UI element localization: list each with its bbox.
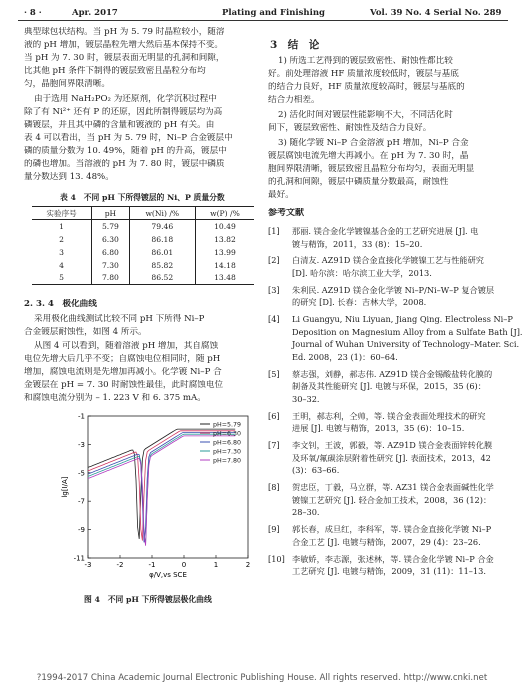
paragraph-line: 的孔洞和间隙，镀层中磷质量分数最高，耐蚀性 — [268, 177, 449, 187]
reference-line: [D]. 哈尔滨：哈尔滨工业大学，2013. — [292, 268, 432, 278]
x-tick-label: 0 — [181, 561, 187, 569]
table-header-cell: 实验序号 — [32, 207, 92, 220]
reference-line: 李文钊，王波，郭毅，等. AZ91D 镁合金表面锌转化膜 — [292, 440, 493, 451]
paragraph-line: 除了有 Ni²⁺ 还有 P 的还原，因此所制得镀层均为高 — [24, 107, 223, 117]
table-row — [32, 272, 254, 285]
reference-line: 及环氧/氟碳涂层附着性研究 [J]. 表面技术，2013，42 — [292, 452, 491, 463]
reference-number: [2] — [268, 255, 280, 266]
legend-entry: pH=5.79 — [213, 421, 242, 429]
reference-number: [6] — [268, 410, 280, 421]
header-rule — [18, 20, 508, 21]
x-tick-label: -3 — [84, 561, 92, 569]
paragraph-line: 采用极化曲线测试比较不同 pH 下所得 Ni–P — [34, 314, 205, 324]
table-header-cell: w(P) /% — [195, 207, 254, 220]
y-tick-label: -7 — [78, 497, 85, 506]
table-row — [32, 246, 254, 259]
paragraph-line: 镀层腐蚀电流先增大再减小。在 pH 为 7. 30 时，晶 — [268, 151, 469, 161]
table-cell: 7.80 — [92, 272, 130, 285]
reference-line: Deposition on Magnesium Alloy from a Sulfate Bath [J]. — [292, 326, 523, 337]
paragraph-line: 的结合力良好，HF 质量浓度较高时，镀层与基底的 — [268, 82, 465, 92]
reference-line: 那丽. 镁合金化学镀镍基合金的工艺研究进展 [J]. 电 — [292, 226, 479, 236]
reference-number: [4] — [268, 314, 280, 325]
x-tick-label: -1 — [148, 561, 156, 569]
table-cell: 13.99 — [195, 246, 254, 259]
paragraph-line: 量分数达到 13. 48%。 — [24, 172, 114, 182]
page-number: · 8 · — [24, 8, 42, 18]
polarization-chart — [60, 410, 255, 588]
legend-entry: pH=6.30 — [213, 430, 242, 438]
table-cell: 7.30 — [92, 259, 130, 272]
reference-line: 的研究 [D]. 长春：吉林大学，2008. — [292, 297, 427, 308]
legend-entry: pH=7.30 — [213, 448, 242, 456]
table-header-cell: pH — [92, 207, 130, 220]
reference-line: 30–32. — [292, 394, 320, 404]
reference-line: 镀与精饰，2011，33 (8)：15–20. — [292, 238, 423, 249]
paragraph-line: 匀，晶胞间界限清晰。 — [24, 79, 110, 89]
table-cell: 5.79 — [92, 220, 130, 233]
paragraph-line: 磷镀层，并且其中磷的含量和镀液的 pH 有关。由 — [24, 120, 215, 130]
reference-line: 镀镍工艺研究 [J]. 轻合金加工技术，2008，36 (12)： — [292, 494, 492, 505]
y-tick-label: -11 — [73, 554, 85, 563]
table-cell: 3 — [59, 247, 64, 257]
issue-date: Apr. 2017 — [72, 8, 118, 18]
reference-line: Li Guangyu, Niu Liyuan, Jiang Qing. Electroless Ni–P — [292, 314, 513, 325]
paragraph-line: 电位先增大后几乎不变；自腐蚀电位相同时，随 pH — [24, 354, 221, 364]
paragraph-line: 从图 4 可以看到，随着溶液 pH 增加，其自腐蚀 — [34, 341, 219, 351]
table-row — [32, 233, 254, 246]
paragraph-line: 金镀层在 pH = 7. 30 时耐蚀性最佳，此时腐蚀电位 — [24, 380, 224, 390]
reference-number: [1] — [268, 226, 280, 236]
table-cell: 1 — [59, 221, 64, 231]
table-cell: 13.82 — [195, 233, 254, 246]
paragraph-line: 3) 随化学镀 Ni–P 合金溶液 pH 增加，Ni–P 合金 — [278, 138, 469, 148]
figure-caption: 图 4 不同 pH 下所得镀层极化曲线 — [84, 595, 212, 604]
paragraph-line: 结合力相差。 — [268, 95, 320, 105]
paragraph-line: 和腐蚀电流分别为 – 1. 223 V 和 6. 375 mA。 — [24, 393, 206, 403]
volume-info: Vol. 39 No. 4 Serial No. 289 — [370, 8, 502, 18]
reference-number: [3] — [268, 284, 280, 295]
reference-number: [7] — [268, 440, 280, 451]
paragraph-line: 液的 pH 增加，镀层晶粒先增大然后基本保持不变。 — [24, 40, 223, 50]
legend-entry: pH=6.80 — [213, 439, 242, 447]
reference-line: 白清友. AZ91D 镁合金直接化学镀镍工艺与性能研究 — [292, 255, 484, 266]
reference-number: [9] — [268, 524, 280, 535]
paragraph-line: 间下，镀层致密性、耐蚀性及结合力良好。 — [268, 123, 432, 133]
references-title: 参考文献 — [268, 208, 305, 218]
table-cell: 6.30 — [92, 233, 130, 246]
table-cell: 6.80 — [92, 246, 130, 259]
table-cell: 13.48 — [195, 272, 254, 285]
journal-name: Plating and Finishing — [222, 8, 325, 18]
reference-number: [8] — [268, 482, 280, 493]
copyright-footer: ?1994-2017 China Academic Journal Electronic Publishing House. All rights reserved. http://www.cnki.net — [36, 673, 488, 683]
table-header-cell: w(Ni) /% — [129, 207, 195, 220]
paragraph-line: 当 pH 为 7. 30 时，镀层表面无明显的孔洞和间隙， — [24, 53, 225, 63]
paragraph-line: 2) 活化时间对镀层性能影响不大，不同活化时 — [278, 110, 453, 120]
reference-line: 郭长春，成旦红，李科军，等. 镁合金直接化学镀 Ni–P — [292, 524, 492, 535]
table-cell: 86.52 — [129, 272, 195, 285]
x-tick-label: 2 — [245, 561, 251, 569]
reference-line: 贺忠臣，丁毅，马立群，等. AZ31 镁合金表面碱性化学 — [292, 482, 494, 493]
paragraph-line: 由于选用 NaH₂PO₂ 为还原剂，化学沉积过程中 — [34, 94, 217, 104]
paragraph-line: 合金镀层耐蚀性，如图 4 所示。 — [24, 327, 147, 337]
legend-entry: pH=7.80 — [213, 457, 242, 465]
paragraph-line: 表 4 可以看出，当 pH 为 5. 79 时，Ni–P 合金镀层中 — [24, 133, 233, 143]
table-cell: 86.18 — [129, 233, 195, 246]
table-cell: 79.46 — [129, 220, 195, 233]
section-heading: 2. 3. 4 极化曲线 — [24, 299, 97, 309]
reference-line: (3)：63–66. — [292, 465, 340, 476]
reference-number: [10] — [268, 553, 285, 564]
table-cell: 10.49 — [195, 220, 254, 233]
table-cell: 85.82 — [129, 259, 195, 272]
reference-line: 工艺研究 [J]. 电镀与精饰，2009，31 (11)：11–13. — [292, 566, 486, 577]
paragraph-line: 最好。 — [268, 190, 294, 200]
reference-line: 28–30. — [292, 507, 320, 518]
paragraph-line: 典型球包状结构。当 pH 为 5. 79 时晶粒较小，随溶 — [24, 27, 225, 37]
paragraph-line: 好。前处理溶液 HF 质量浓度较低时，镀层与基底 — [268, 69, 459, 79]
table-row — [32, 220, 254, 233]
reference-line: 制备及其性能研究 [J]. 电镀与环保，2015，35 (6)： — [292, 381, 486, 392]
composition-table — [32, 206, 254, 285]
paragraph-line: 1) 所选工艺得到的镀层致密性、耐蚀性都比较 — [278, 56, 453, 66]
table-row — [32, 259, 254, 272]
y-axis-label: lg[I/A] — [61, 476, 69, 498]
paragraph-line: 胞间界限清晰，镀层致密且晶粒分布均匀，表面无明显 — [268, 164, 475, 174]
x-tick-label: -2 — [116, 561, 124, 569]
x-tick-label: 1 — [213, 561, 219, 569]
y-tick-label: -9 — [78, 526, 85, 535]
table-cell: 14.18 — [195, 259, 254, 272]
paragraph-line: 比其他 pH 条件下制得的镀层致密且晶粒分布均 — [24, 66, 206, 76]
y-tick-label: -1 — [78, 412, 85, 421]
reference-line: Ed. 2008，23 (1)：60–64. — [292, 352, 398, 362]
paragraph-line: 的磷也增加。当溶液的 pH 为 7. 80 时，镀层中磷质 — [24, 159, 225, 169]
table-caption: 表 4 不同 pH 下所得镀层的 Ni、P 质量分数 — [60, 193, 225, 202]
table-cell: 2 — [59, 234, 64, 244]
reference-number: [5] — [268, 368, 280, 379]
paragraph-line: 磷的质量分数为 10. 49%，随着 pH 的升高，镀层中 — [24, 146, 227, 156]
paragraph-line: 增加，腐蚀电流则是先增加再减小。化学镀 Ni–P 合 — [24, 367, 222, 377]
reference-line: 合金工艺 [J]. 电镀与精饰，2007，29 (4)：23–26. — [292, 536, 481, 547]
reference-line: 蔡志强，刘静，郝志伟. AZ91D 镁合金锡酸盐转化膜的 — [292, 368, 493, 379]
reference-line: 王明，郝志利，仝帅，等. 镁合金表面处理技术的研究 — [292, 410, 486, 421]
reference-line: 朱利民. AZ91D 镁合金化学镀 Ni–P/Ni–W–P 复合镀层 — [292, 284, 495, 295]
reference-line: 李敏娇，李志源，张述林，等. 镁合金化学镀 Ni–P 合金 — [292, 553, 494, 564]
section-heading: 3 结 论 — [270, 39, 320, 51]
table-cell: 4 — [59, 260, 64, 270]
reference-line: 进展 [J]. 电镀与精饰，2013，35 (6)：10–15. — [292, 423, 465, 434]
x-axis-label: φ/V,vs SCE — [149, 571, 187, 579]
y-tick-label: -3 — [78, 440, 85, 449]
y-tick-label: -5 — [78, 469, 85, 478]
table-cell: 86.01 — [129, 246, 195, 259]
reference-line: Journal of Wuhan University of Technology–Mater. Sci. — [292, 339, 520, 350]
table-cell: 5 — [32, 272, 92, 285]
